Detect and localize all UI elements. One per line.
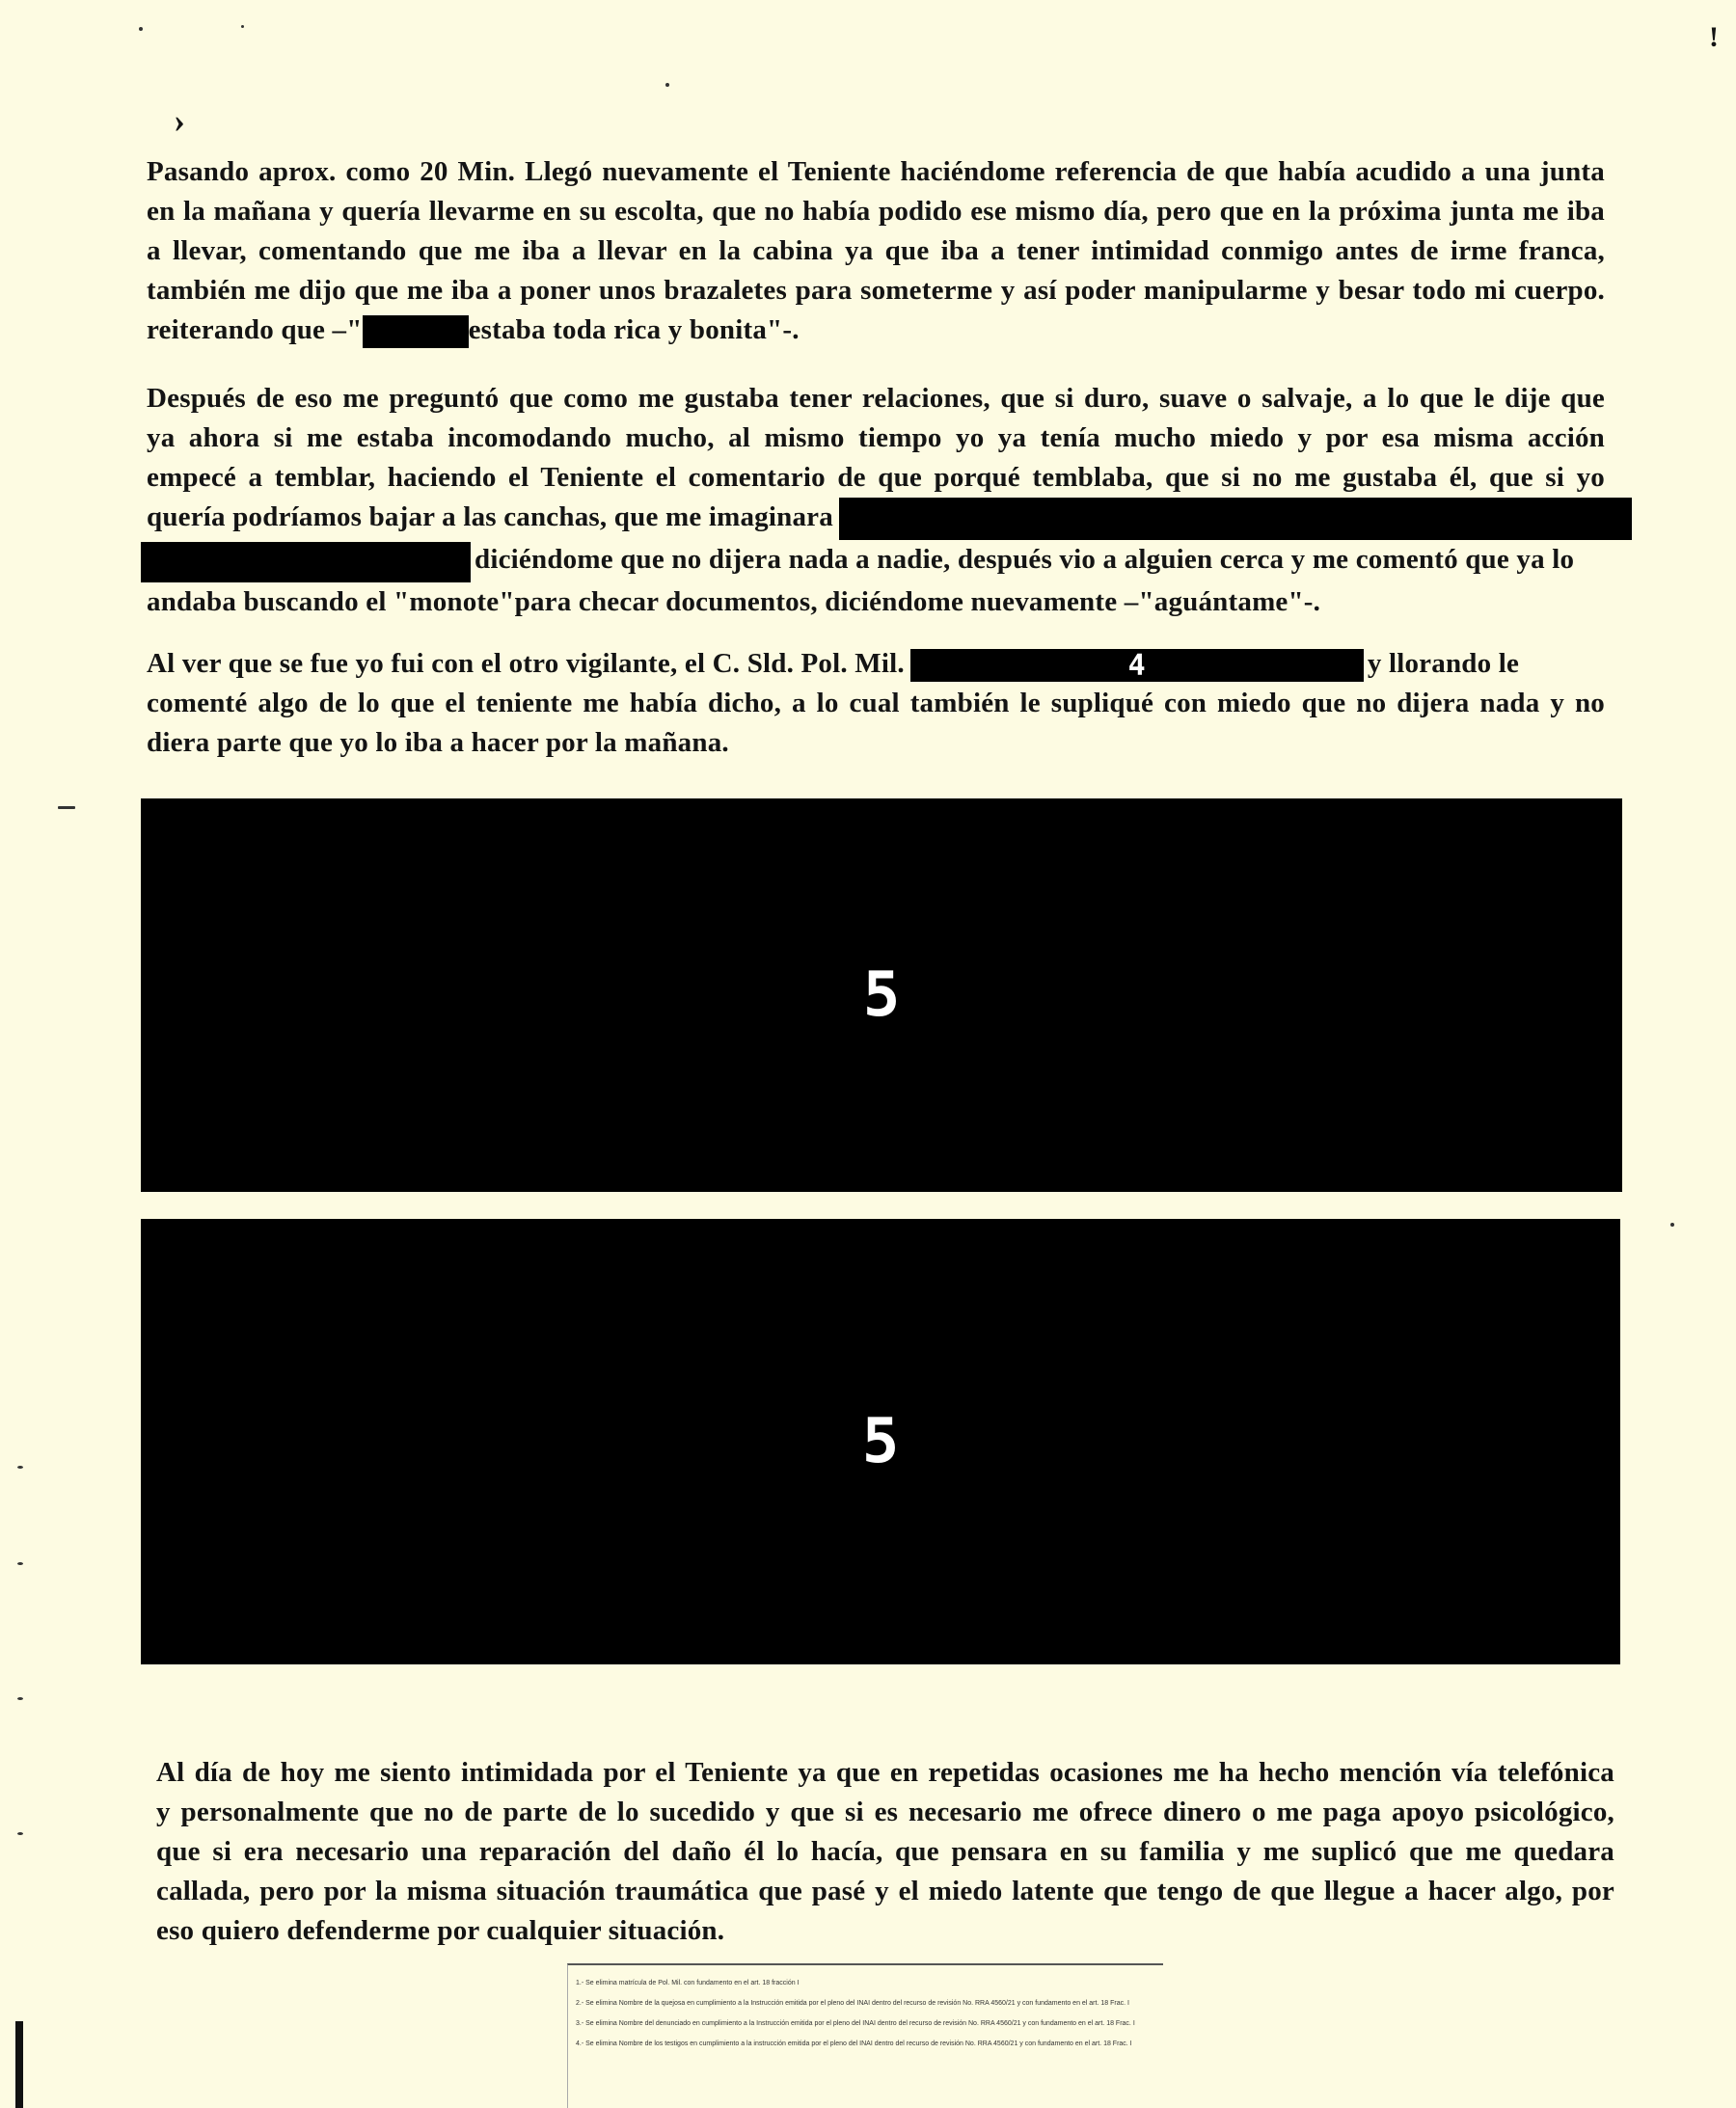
scan-speck <box>17 1832 23 1835</box>
scan-speck <box>17 1697 23 1700</box>
paragraph-4-line: y personalmente que no de parte de lo sucedido y que si es necesario me ofrece dinero o me paga apoyo psicológico, <box>156 1797 1614 1827</box>
paragraph-1-line <box>147 311 1605 350</box>
footnote: 3.- Se elimina Nombre del denunciado en cumplimiento a la Instrucción emitida por el pleno del INAI dentro del recurso de revisión No. RRA 4560/21 y con fundamento en el art. 18 Frac. I <box>576 2020 1135 2027</box>
redaction-block-label: 5 <box>861 1406 900 1477</box>
scan-speck <box>58 806 75 809</box>
redaction-label: 4 <box>1127 648 1146 683</box>
paragraph-2 <box>147 379 1605 622</box>
text-fragment: Al ver que se fue yo fui con el otro vigilante, el C. Sld. Pol. Mil. <box>147 648 905 679</box>
paragraph-3-line <box>147 644 1605 684</box>
scan-speck <box>1670 1223 1674 1227</box>
scan-edge-bar <box>15 2021 23 2108</box>
stray-mark: › <box>174 101 185 140</box>
redaction-long <box>141 542 471 582</box>
scan-speck <box>17 1466 23 1469</box>
paragraph-2-line <box>147 498 1605 540</box>
paragraph-4-line: Al día de hoy me siento intimidada por el Teniente ya que en repetidas ocasiones me ha hecho mención vía telefónica <box>156 1757 1614 1788</box>
text-fragment: reiterando que –" <box>147 314 363 345</box>
scan-speck <box>17 1562 23 1565</box>
text-fragment: y llorando le <box>1367 648 1520 679</box>
paragraph-1-line: en la mañana y quería llevarme en su escolta, que no había podido ese mismo día, pero que en la próxima junta me iba <box>147 196 1605 227</box>
edge-mark: ! <box>1709 21 1719 53</box>
paragraph-2-line: empecé a temblar, haciendo el Teniente el comentario de que porqué temblaba, que si no me gustaba él, que si yo <box>147 462 1605 493</box>
paragraph-1-line: también me dijo que me iba a poner unos brazaletes para someterme y así poder manipularme y besar todo mi cuerpo. <box>147 275 1605 306</box>
paragraph-2-line: andaba buscando el "monote"para checar documentos, diciéndome nuevamente –"aguántame"-. <box>147 585 1321 617</box>
paragraph-1-line: a llevar, comentando que me iba a llevar en la cabina ya que iba a tener intimidad conmigo antes de irme franca, <box>147 235 1605 266</box>
redaction-block-label: 5 <box>862 959 901 1031</box>
paragraph-4 <box>156 1753 1614 1951</box>
scan-speck <box>241 25 244 28</box>
footnote: 4.- Se elimina Nombre de los testigos en cumplimiento a la instrucción emitida por el pleno del INAI dentro del recurso de revisión No. RRA 4560/21 y con fundamento en el art. 18 Frac. I <box>576 2040 1132 2047</box>
paragraph-2-line <box>141 540 1605 581</box>
paragraph-3-line: diera parte que yo lo iba a hacer por la mañana. <box>147 727 729 758</box>
text-fragment: estaba toda rica y bonita"-. <box>468 314 800 345</box>
redaction-block <box>141 798 1622 1192</box>
paragraph-1-line: Pasando aprox. como 20 Min. Llegó nuevamente el Teniente haciéndome referencia de que había acudido a una junta <box>147 156 1605 187</box>
paragraph-2-line: ya ahora si me estaba incomodando mucho, al mismo tiempo yo ya tenía mucho miedo y por esa misma acción <box>147 422 1605 453</box>
text-fragment: quería podríamos bajar a las canchas, que me imaginara <box>147 501 833 532</box>
redaction-witness <box>910 649 1364 682</box>
paragraph-4-line: callada, pero por la misma situación traumática que pasé y el miedo latente que tengo de que llegue a hacer algo, por <box>156 1876 1614 1906</box>
paragraph-4-line: eso quiero defenderme por cualquier situación. <box>156 1915 725 1946</box>
footnote: 1.- Se elimina matrícula de Pol. Mil. con fundamento en el art. 18 fracción I <box>576 1980 800 1986</box>
footnotes-box <box>567 1963 1163 2108</box>
redaction-block <box>141 1219 1620 1664</box>
redaction-name <box>363 315 469 348</box>
footnote: 2.- Se elimina Nombre de la quejosa en cumplimiento a la Instrucción emitida por el pleno del INAI dentro del recurso de revisión No. RRA 4560/21 y con fundamento en el art. 18 Frac. I <box>576 2000 1129 2007</box>
scan-speck <box>139 27 143 31</box>
paragraph-4-line: que si era necesario una reparación del daño él lo hacía, que pensara en su familia y me suplicó que me quedara <box>156 1836 1614 1867</box>
paragraph-3-line: comenté algo de lo que el teniente me había dicho, a lo cual también le supliqué con miedo que no dijera nada y no <box>147 688 1605 718</box>
text-fragment: diciéndome que no dijera nada a nadie, después vio a alguien cerca y me comentó que ya lo <box>475 544 1575 576</box>
paragraph-2-line: Después de eso me preguntó que como me gustaba tener relaciones, que si duro, suave o salvaje, a lo que le dije que <box>147 383 1605 414</box>
paragraph-3 <box>147 644 1605 763</box>
scan-speck <box>665 83 669 87</box>
paragraph-1 <box>147 152 1605 350</box>
redaction-long <box>839 498 1632 540</box>
